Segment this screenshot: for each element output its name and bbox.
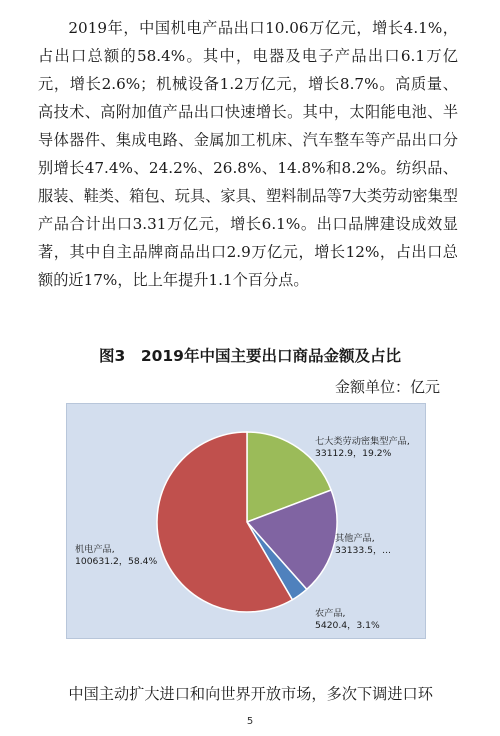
slice-label-value: 100631.2，58.4% [75,556,158,567]
figure-title: 图3 2019年中国主要出口商品金额及占比 [99,347,401,365]
slice-label-name: 机电产品, [75,544,115,555]
slice-label-name: 其他产品, [335,533,375,544]
slice-label-3 [315,607,380,631]
body-paragraph-1: 2019年，中国机电产品出口10.06万亿元，增长4.1%，占出口总额的58.4%。其中，电器及电子产品出口6.1万亿元，增长2.6%；机械设备1.2万亿元，增长8.7%。高质量、高技术、高附加值产品出口快速增长。其中，太阳能电池、半导体器件、集成电路、金属加工机床、汽车整车等产品出口分别增长47.4%、24.2%、26.8%、14.8%和8.2%。纺织品、服装、鞋类、箱包、玩具、家具、塑料制品等7大类劳动密集型产品合计出口3.31万亿元，增长6.1%。出口品牌建设成效显著，其中自主品牌商品出口2.9万亿元，增长12%，占出口总额的近17%，比上年提升1.1个百分点。 [38,19,458,289]
pie-chart [67,404,427,640]
unit-label: 金额单位：亿元 [334,378,440,396]
pie-chart-panel [66,403,426,639]
slice-label-value: 33133.5，... [335,545,391,556]
page-number: 5 [246,716,254,727]
slice-label-value: 5420.4，3.1% [315,620,380,631]
slice-label-1 [315,435,410,459]
slice-label-value: 33112.9，19.2% [315,448,392,459]
body-paragraph-2: 中国主动扩大进口和向世界开放市场，多次下调进口环 [68,685,433,703]
slice-label-4 [75,543,157,567]
slice-label-name: 农产品, [315,608,346,619]
slice-label-2 [335,532,391,556]
slice-label-name: 七大类劳动密集型产品, [315,436,410,447]
